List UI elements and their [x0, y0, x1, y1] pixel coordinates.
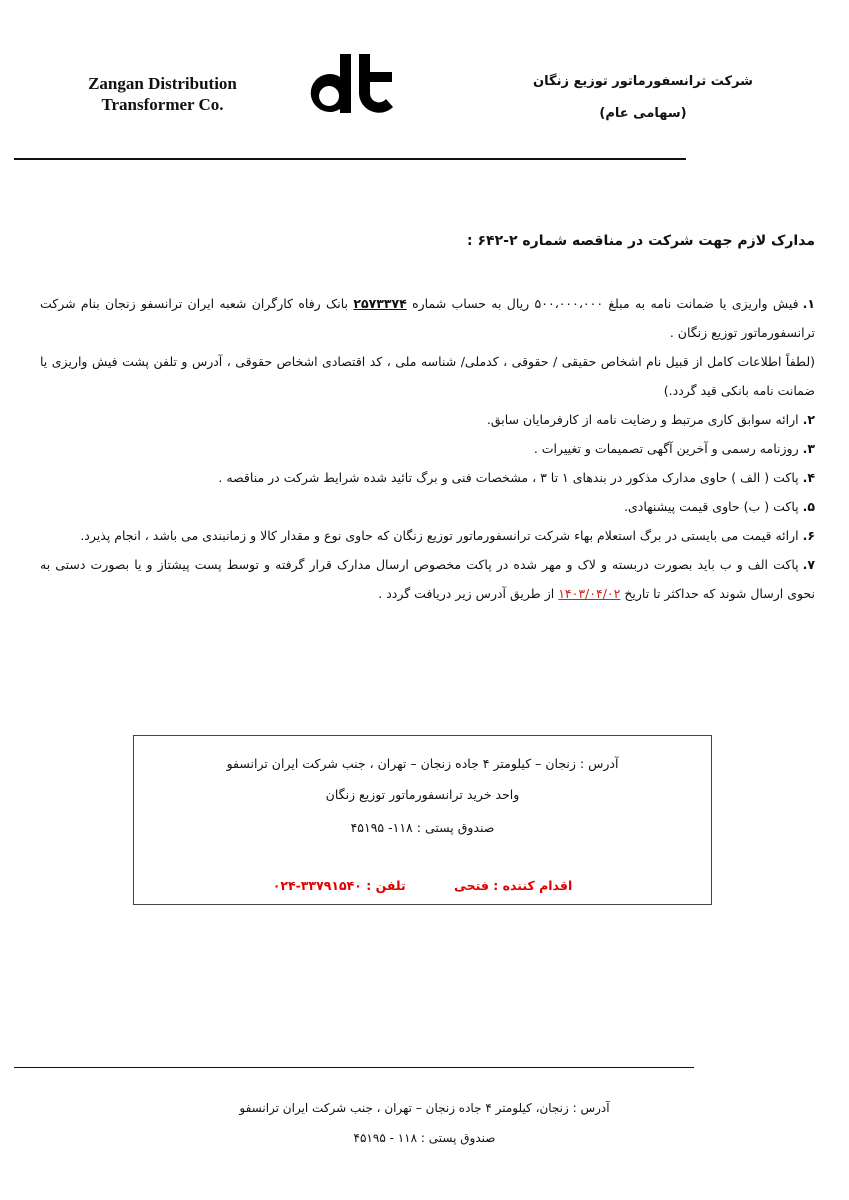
item-text: از طریق آدرس زیر دریافت گردد .	[378, 586, 559, 601]
header-divider	[14, 158, 686, 160]
item-text: بانک رفاه کارگران شعبه ایران ترانسفو زنجان بنام شرکت ترانسفورماتور توزیع زنگان .	[40, 296, 815, 340]
list-item	[40, 405, 815, 434]
footer-address: آدرس : زنجان، کیلومتر ۴ جاده زنجان – تهران ، جنب شرکت ایران ترانسفو	[239, 1101, 610, 1115]
list-item	[40, 289, 815, 347]
item-text: پاکت الف و ب باید بصورت دربسته و لاک و مهر شده در پاکت مخصوص ارسال مدارک قرار گرفته و توسط پست پیشتاز و یا بصورت دستی به نحوی ارسال شوند که حداکثر تا تاریخ	[40, 557, 815, 601]
item-text: ارائه سوابق کاری مرتبط و رضایت نامه از کارفرمایان سابق.	[486, 412, 799, 427]
box-purchase-unit: واحد خرید ترانسفورماتور توزیع زنگان	[325, 787, 520, 802]
item-text: پاکت ( الف ) حاوی مدارک مذکور در بندهای ۱ تا ۳ ، مشخصات فنی و برگ تائید شده شرایط شرکت در مناقصه .	[218, 470, 799, 485]
company-type-fa: (سهامی عام)	[599, 106, 687, 121]
account-number: ۲۵۷۳۳۷۴	[353, 296, 407, 311]
item-text: ارائه قیمت می بایستی در برگ استعلام بهاء شرکت ترانسفورماتور توزیع زنگان که حاوی نوع و مقدار کالا و زمانبندی می باشد ، انجام پذیرد.	[80, 528, 799, 543]
item-number: ۷.	[802, 557, 815, 572]
company-name-en: Zangan Distribution Transformer Co.	[88, 74, 237, 114]
document-heading: مدارک لازم جهت شرکت در مناقصه شماره ۲-۶۴۲ :	[467, 233, 815, 249]
list-item	[40, 492, 815, 521]
footer-po-box: صندوق پستی : ۱۱۸ - ۴۵۱۹۵	[353, 1131, 496, 1145]
item-number: ۳.	[802, 441, 815, 456]
item-number: ۲.	[802, 412, 815, 427]
item-number: ۴.	[802, 470, 815, 485]
item-text: پاکت ( ب) حاوی قیمت پیشنهادی.	[624, 499, 799, 514]
list-item	[40, 463, 815, 492]
requirements-list	[40, 289, 815, 608]
box-po-box: صندوق پستی : ۱۱۸- ۴۵۱۹۵	[350, 820, 495, 835]
contact-person: اقدام کننده : فتحی	[454, 878, 573, 893]
company-name-fa-line: شرکت ترانسفورماتور توزیع زنگان	[533, 74, 753, 89]
box-address: آدرس : زنجان – کیلومتر ۴ جاده زنجان – تهران ، جنب شرکت ایران ترانسفو	[226, 756, 619, 771]
item-number: ۶.	[802, 528, 815, 543]
company-name-fa	[533, 66, 753, 130]
item-text: فیش واریزی یا ضمانت نامه به مبلغ ۵۰۰،۰۰۰،۰۰۰ ریال به حساب شماره	[406, 296, 799, 311]
list-item	[40, 550, 815, 608]
list-item	[40, 347, 815, 405]
deadline-date: ۱۴۰۳/۰۴/۰۲	[558, 586, 621, 601]
footer-divider	[14, 1067, 694, 1068]
address-box	[133, 735, 712, 905]
item-number: ۱.	[802, 296, 815, 311]
item-number: ۵.	[802, 499, 815, 514]
list-item	[40, 434, 815, 463]
list-item	[40, 521, 815, 550]
box-contact	[134, 878, 711, 893]
item-text: روزنامه رسمی و آخرین آگهی تصمیمات و تغییرات .	[533, 441, 799, 456]
dt-logo-icon	[304, 52, 400, 116]
item-note: (لطفاً اطلاعات کامل از قبیل نام اشخاص حقیقی / حقوقی ، کدملی/ شناسه ملی ، کد اقتصادی اشخاص حقوقی ، آدرس و تلفن پشت فیش واریزی یا ضمانت نامه بانکی قید گردد.)	[40, 354, 815, 398]
contact-phone: تلفن : ۳۳۷۹۱۵۴۰-۰۲۴	[272, 878, 406, 893]
